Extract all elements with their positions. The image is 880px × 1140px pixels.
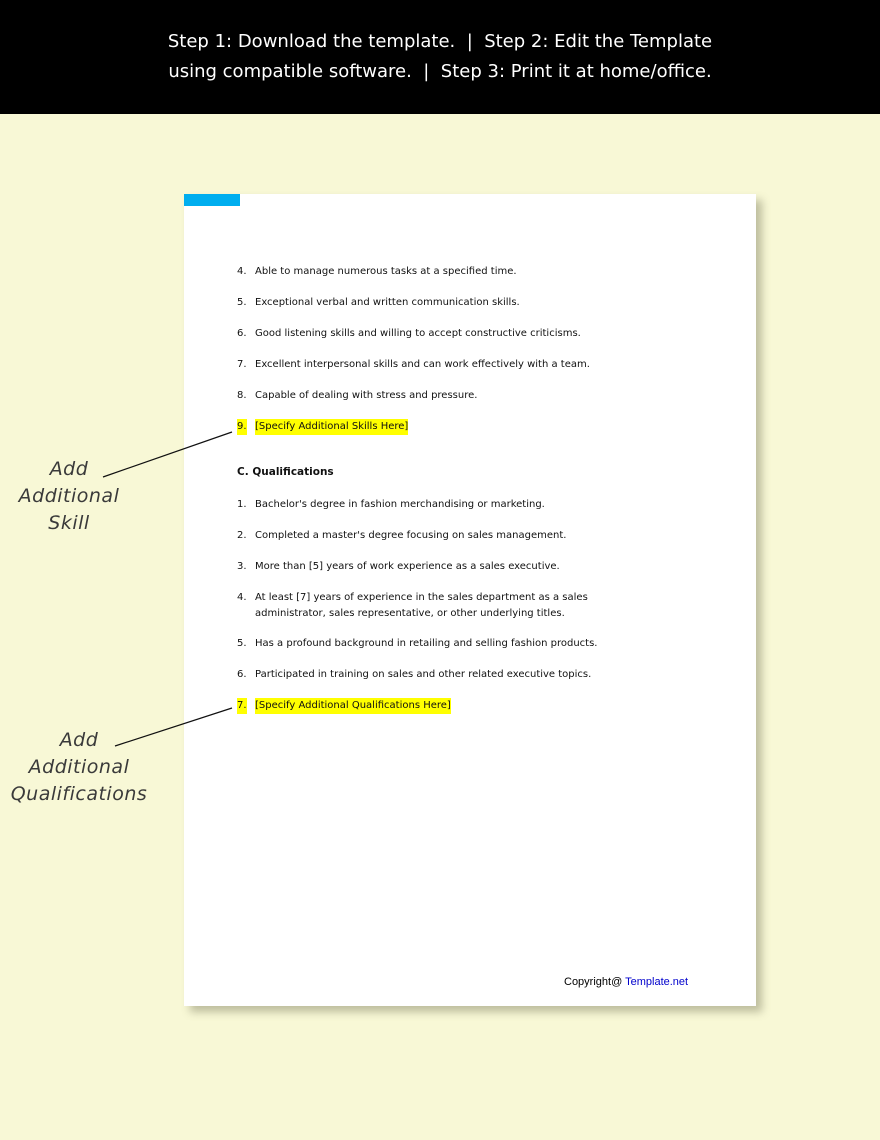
item-text: Has a profound background in retailing and selling fashion products. <box>255 638 598 649</box>
item-number: 3. <box>237 561 247 572</box>
qualification-item <box>237 590 657 622</box>
item-number: 6. <box>237 669 247 680</box>
item-text: Able to manage numerous tasks at a specified time. <box>255 266 517 277</box>
item-number: 2. <box>237 530 247 541</box>
qualification-item <box>237 667 657 683</box>
callout-line-3: Qualifications <box>10 783 148 805</box>
item-number: 8. <box>237 390 247 401</box>
copyright-prefix: Copyright@ <box>564 976 626 988</box>
item-text: Bachelor's degree in fashion merchandising or marketing. <box>255 499 545 510</box>
qualification-placeholder-item[interactable] <box>237 698 657 714</box>
item-number: 6. <box>237 328 247 339</box>
callout-line-2: Additional <box>28 756 130 778</box>
item-text[interactable]: [Specify Additional Skills Here] <box>255 419 408 435</box>
callout-line-1: Add <box>49 458 89 480</box>
callout-line-1: Add <box>59 729 99 751</box>
instructions-line-1: Step 1: Download the template. | Step 2: Edit the Template <box>167 31 713 52</box>
item-number: 4. <box>237 266 247 277</box>
qualification-item <box>237 559 657 575</box>
skill-item <box>237 326 657 342</box>
qualification-item <box>237 497 657 513</box>
skill-item <box>237 357 657 373</box>
page-accent-tab <box>184 194 240 206</box>
item-text: At least [7] years of experience in the sales department as a sales administrator, sales representative, or other underlying titles. <box>255 592 588 619</box>
item-number: 7. <box>237 359 247 370</box>
item-text: Excellent interpersonal skills and can work effectively with a team. <box>255 359 590 370</box>
item-number: 4. <box>237 592 247 603</box>
skill-placeholder-item[interactable] <box>237 419 657 435</box>
instructions-banner <box>0 0 880 114</box>
add-skill-callout <box>8 456 130 537</box>
qualification-item <box>237 636 657 652</box>
callout-line-3: Skill <box>48 512 90 534</box>
item-number: 5. <box>237 297 247 308</box>
item-text: Completed a master's degree focusing on sales management. <box>255 530 567 541</box>
document-page <box>184 194 756 1006</box>
item-text: Exceptional verbal and written communication skills. <box>255 297 520 308</box>
skill-item <box>237 264 657 280</box>
item-text: Capable of dealing with stress and pressure. <box>255 390 478 401</box>
item-text: More than [5] years of work experience as a sales executive. <box>255 561 560 572</box>
item-text: Participated in training on sales and other related executive topics. <box>255 669 592 680</box>
item-number: 5. <box>237 638 247 649</box>
section-heading-qualifications: C. Qualifications <box>237 466 334 478</box>
skill-item <box>237 295 657 311</box>
instructions-line-2: using compatible software. | Step 3: Print it at home/office. <box>168 61 712 82</box>
item-text: Good listening skills and willing to accept constructive criticisms. <box>255 328 581 339</box>
item-text[interactable]: [Specify Additional Qualifications Here] <box>255 698 451 714</box>
copyright-notice <box>564 976 688 988</box>
callout-line-2: Additional <box>18 485 120 507</box>
skill-item <box>237 388 657 404</box>
item-number: 9. <box>237 419 247 435</box>
qualification-item <box>237 528 657 544</box>
add-qualifications-callout <box>4 727 154 808</box>
item-number: 7. <box>237 698 247 714</box>
template-net-link[interactable]: Template.net <box>625 976 689 988</box>
item-number: 1. <box>237 499 247 510</box>
